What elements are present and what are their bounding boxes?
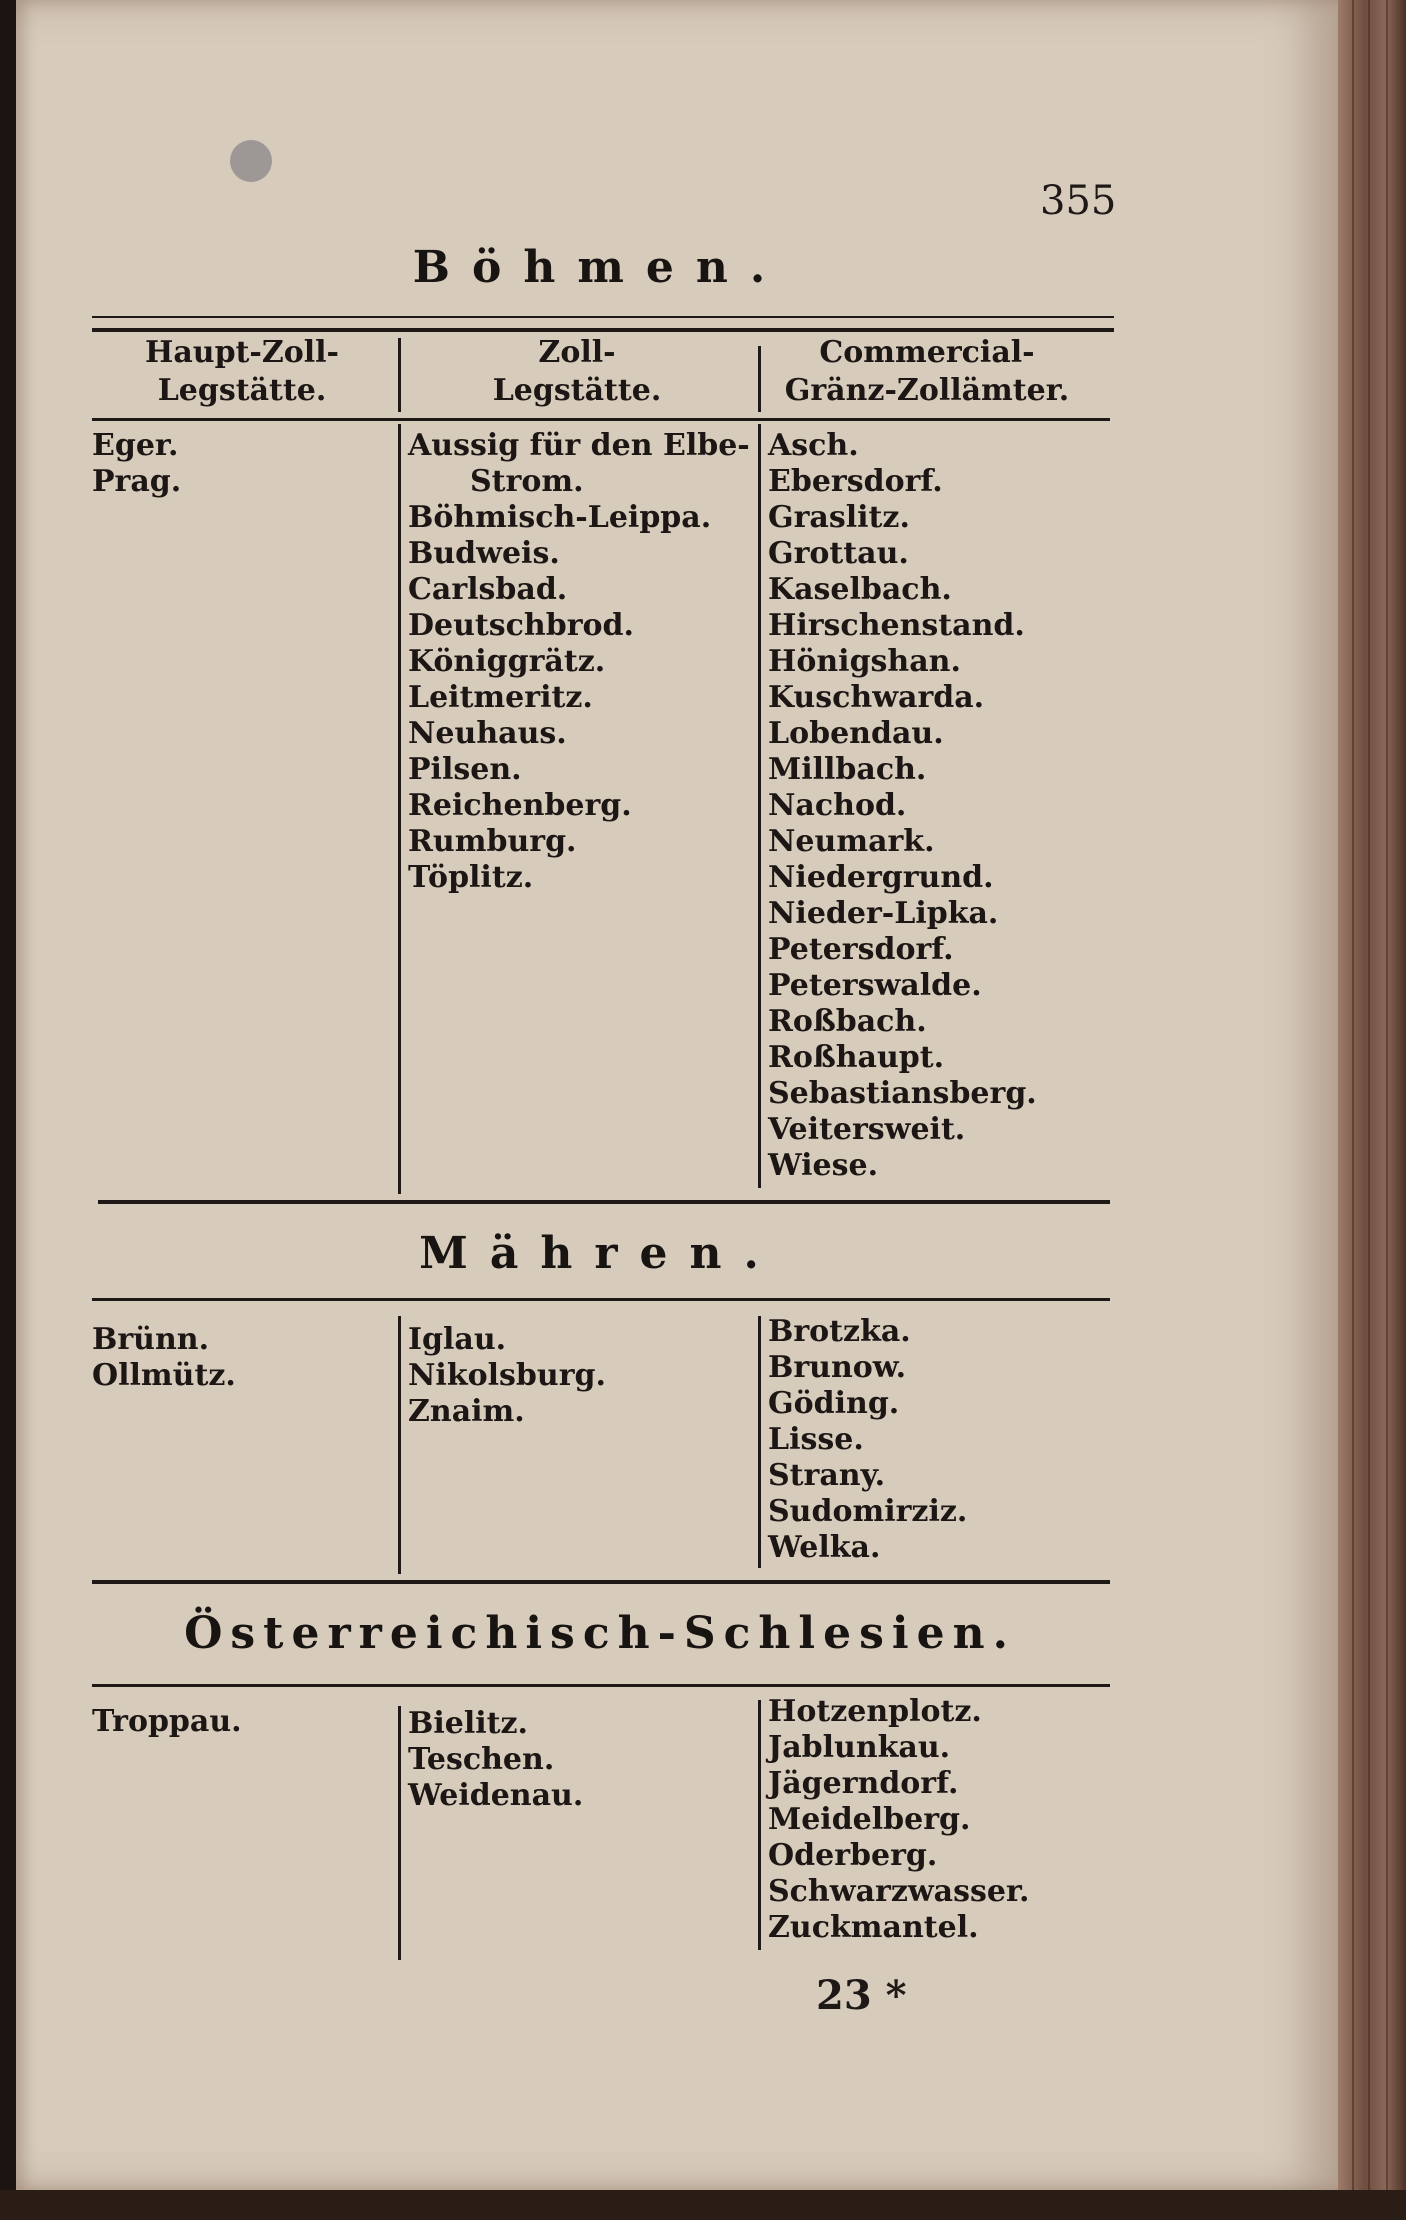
section-end-rule [98,1200,1110,1204]
schlesien-zoll-list [408,1706,583,1814]
list-item: Troppau. [92,1704,242,1739]
ink-stain [230,140,272,182]
list-item: Böhmisch-Leippa. [408,500,712,535]
col-header-haupt-zoll: Haupt-Zoll- Legstätte. [144,335,340,408]
list-item: Iglau. [408,1322,507,1357]
list-item: Brotzka. [768,1314,911,1349]
column-divider [398,1316,401,1574]
list-item: Znaim. [408,1394,525,1429]
list-item: Sudomirziz. [768,1494,968,1529]
list-item: Wiese. [768,1148,879,1183]
list-item: Zuckmantel. [768,1910,979,1945]
top-thin-rule [92,316,1114,318]
maehren-commercial-list [768,1314,967,1566]
col-header-commercial: Commercial- Gränz-Zollämter. [784,335,1070,408]
list-item: Töplitz. [408,860,534,895]
list-item: Nachod. [768,788,907,823]
list-item: Roßhaupt. [768,1040,945,1075]
list-item: Meidelberg. [768,1802,971,1837]
boehmen-haupt-list [92,428,181,500]
section-top-rule [92,1684,1110,1687]
list-item: Hönigshan. [768,644,961,679]
maehren-haupt-list [92,1322,236,1394]
list-item: Niedergrund. [768,860,994,895]
list-item: Weidenau. [408,1778,584,1813]
list-item: Jägerndorf. [768,1766,959,1801]
list-item: Bielitz. [408,1706,528,1741]
boehmen-zoll-list [408,428,750,896]
header-divider [398,338,401,412]
list-item: Pilsen. [408,752,522,787]
schlesien-commercial-list [768,1694,1029,1946]
list-item: Prag. [92,464,182,499]
list-item: Petersdorf. [768,932,954,967]
list-item: Aussig für den Elbe- [408,428,750,463]
list-item: Grottau. [768,536,909,571]
maehren-zoll-list [408,1322,606,1430]
section-title-schlesien: Österreichisch-Schlesien. [184,1608,1016,1659]
column-divider [758,1700,761,1950]
list-item: Asch. [768,428,859,463]
list-item: Budweis. [408,536,560,571]
column-divider [758,424,761,1188]
list-item: Ebersdorf. [768,464,943,499]
list-item: Brünn. [92,1322,210,1357]
list-item: Strom. [470,464,584,499]
section-title-maehren: Mähren. [419,1228,781,1279]
list-item: Göding. [768,1386,900,1421]
signature-mark: 23 * [816,1972,907,2019]
column-divider [398,1706,401,1960]
header-divider [758,346,761,412]
list-item: Roßbach. [768,1004,927,1039]
list-item: Brunow. [768,1350,907,1385]
list-item: Nieder-Lipka. [768,896,999,931]
list-item: Eger. [92,428,179,463]
list-item: Millbach. [768,752,927,787]
list-item: Reichenberg. [408,788,632,823]
list-item: Lisse. [768,1422,864,1457]
section-title-boehmen: Böhmen. [412,242,788,293]
list-item: Schwarzwasser. [768,1874,1030,1909]
column-divider [398,424,401,1194]
list-item: Rumburg. [408,824,577,859]
list-item: Königgrätz. [408,644,606,679]
header-rule [92,418,1110,421]
list-item: Peterswalde. [768,968,982,1003]
list-item: Nikolsburg. [408,1358,606,1393]
list-item: Strany. [768,1458,886,1493]
list-item: Deutschbrod. [408,608,634,643]
column-divider [758,1316,761,1568]
boehmen-commercial-list [768,428,1037,1184]
list-item: Veitersweit. [768,1112,966,1147]
list-item: Graslitz. [768,500,910,535]
top-thick-rule [92,328,1114,332]
list-item: Lobendau. [768,716,944,751]
list-item: Leitmeritz. [408,680,593,715]
list-item: Carlsbad. [408,572,568,607]
list-item: Hirschenstand. [768,608,1025,643]
section-end-rule [92,1580,1110,1584]
list-item: Teschen. [408,1742,555,1777]
schlesien-haupt-list [92,1704,242,1740]
list-item: Jablunkau. [768,1730,951,1765]
list-item: Ollmütz. [92,1358,236,1393]
list-item: Oderberg. [768,1838,938,1873]
list-item: Sebastiansberg. [768,1076,1037,1111]
list-item: Welka. [768,1530,881,1565]
page-number: 355 [1040,178,1117,224]
section-top-rule [92,1298,1110,1301]
page-edges [1338,0,1406,2220]
list-item: Neumark. [768,824,935,859]
list-item: Kaselbach. [768,572,952,607]
bottom-shadow [0,2190,1406,2220]
list-item: Kuschwarda. [768,680,985,715]
list-item: Neuhaus. [408,716,567,751]
list-item: Hotzenplotz. [768,1694,982,1729]
col-header-zoll: Zoll- Legstätte. [492,335,662,408]
